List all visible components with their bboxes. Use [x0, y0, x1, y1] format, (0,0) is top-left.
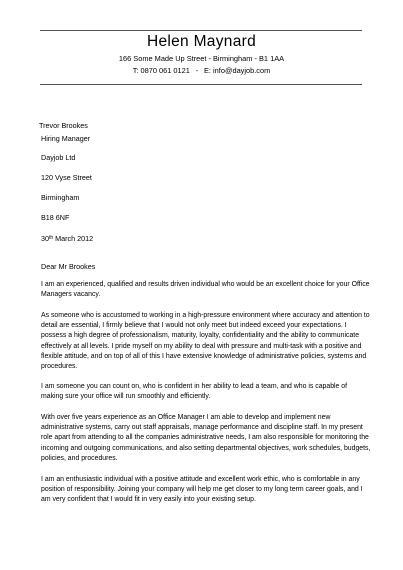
contact-separator: -	[195, 66, 199, 75]
paragraph-5: I am an enthusiastic individual with a positive attitude and excellent work ethic, who is comfortable in any position of responsibility. Joining your company will help me get closer to my long term career goals, and I am very confident that I would fit in very easily into your existing setup.	[41, 476, 363, 504]
recipient-title: Hiring Manager	[41, 134, 91, 143]
paragraph-1: I am an experienced, qualified and results driven individual who would be an excellent choice for your Office Managers vacancy.	[41, 281, 370, 299]
recipient-company: Dayjob Ltd	[41, 153, 76, 162]
letter-date	[41, 234, 93, 243]
sender-address: 166 Some Made Up Street - Birmingham - B1 1AA	[118, 54, 285, 63]
recipient-postcode: B18 6NF	[41, 213, 70, 222]
sender-name: Helen Maynard	[146, 33, 256, 50]
sender-contact	[0, 66, 403, 75]
paragraph-3: I am someone you can count on, who is confident in her ability to lead a team, and who is capable of making sure your office will run smoothly and efficiently.	[41, 383, 348, 401]
header-top-rule	[40, 30, 362, 31]
paragraph-2: As someone who is accustomed to working in a high-pressure environment where accuracy and attention to detail are essential, I firmly believe that I would not only meet but indeed exceed your expectations. I possess a high degree of professionalism, maturity, loyalty, confidentiality and the ability to communicate effectively at all levels. I pride myself on my ability to deal with pressure and multi-task with a positive and flexible attitude, and on top of all of this I have extensive knowledge of administrative policies, systems and procedures.	[41, 312, 370, 371]
sender-email: E: info@dayjob.com	[204, 66, 271, 75]
recipient-street: 120 Vyse Street	[41, 173, 92, 182]
recipient-name: Trevor Brookes	[39, 121, 88, 130]
recipient-city: Birmingham	[41, 193, 80, 202]
sender-phone: T: 0870 061 0121	[132, 66, 190, 75]
date-suffix: th	[49, 235, 54, 241]
header-bottom-rule	[40, 84, 362, 85]
date-day: 30	[41, 234, 49, 243]
salutation: Dear Mr Brookes	[41, 262, 96, 271]
date-rest: March 2012	[53, 234, 94, 243]
paragraph-4: With over five years experience as an Office Manager I am able to develop and implement new administrative systems, carry out staff appraisals, manage performance and discipline staff. In my present role apart from attending to all the companies administrative needs, I am also responsible for monitoring the incoming and outgoing communications, and also setting departmental objectives, work schedules, budgets, policies, and procedures.	[41, 414, 371, 462]
